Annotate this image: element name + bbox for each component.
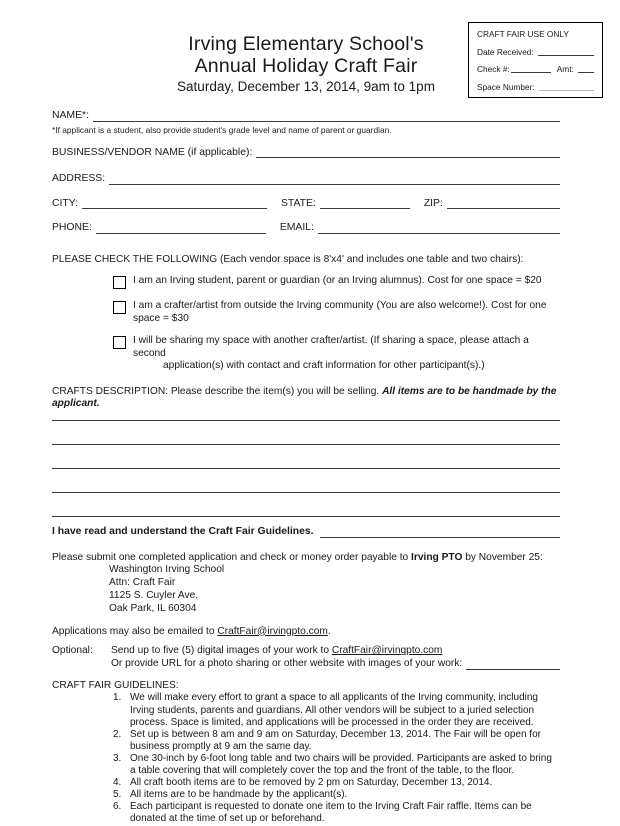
agreement-signature-blank[interactable] — [320, 527, 560, 538]
guideline-text: We will make every effort to grant a space to all applicants of the Irving community, including Irving students, parents and guardians. All other vendors will be subject to a juried selection process. Space is limited, and applications will be processed in the order they are received. — [130, 692, 538, 728]
phone-label: PHONE: — [52, 222, 92, 233]
amt-blank[interactable] — [578, 62, 594, 73]
optional-line2 — [111, 658, 560, 671]
guideline-item-1 — [113, 692, 560, 728]
optional-line1-text: Send up to five (5) digital images of your work to — [111, 645, 332, 657]
name-blank[interactable] — [93, 111, 560, 122]
email-submission-period: . — [327, 625, 331, 637]
event-date-line: Saturday, December 13, 2014, 9am to 1pm — [177, 79, 435, 94]
business-name-blank[interactable] — [256, 147, 560, 158]
guideline-item-3 — [113, 753, 560, 777]
name-footnote: *If applicant is a student, also provide student's grade level and name of parent or guardian. — [52, 124, 392, 135]
optional-body — [111, 645, 560, 671]
guideline-number: 1. — [113, 692, 122, 704]
crafts-line-5[interactable] — [52, 493, 560, 517]
business-name-row — [52, 147, 560, 160]
submission-text-after: by November 25: — [462, 551, 543, 563]
crafts-description-label: CRAFTS DESCRIPTION: Please describe the item(s) you will be selling. — [52, 385, 383, 397]
address-row — [52, 173, 560, 186]
page-title-line1: Irving Elementary School's — [188, 33, 424, 55]
option-outside-crafter-label — [133, 300, 547, 325]
zip-blank[interactable] — [447, 198, 560, 209]
option-sharing-space-label — [133, 335, 560, 373]
state-label: STATE: — [280, 197, 316, 209]
check-section-intro: PLEASE CHECK THE FOLLOWING (Each vendor space is 8'x4' and includes one table and two chairs): — [52, 253, 524, 265]
crafts-line-4[interactable] — [52, 469, 560, 493]
guideline-item-2 — [113, 729, 560, 753]
guideline-item-6 — [113, 801, 560, 825]
mailing-address-line4: Oak Park, IL 60304 — [109, 602, 197, 614]
space-number-row — [477, 80, 594, 92]
email-submission-line — [52, 626, 560, 639]
city-blank[interactable] — [82, 198, 267, 209]
business-name-label: BUSINESS/VENDOR NAME (if applicable): — [52, 146, 253, 158]
date-received-label: Date Received: — [477, 46, 534, 57]
office-box-title: CRAFT FAIR USE ONLY — [477, 29, 569, 39]
guideline-number: 4. — [113, 777, 122, 789]
guideline-text: One 30-inch by 6-foot long table and two chairs will be provided. Participants are asked to bring a table covering that will completely cover the top and the front of the table, to the floor. — [130, 752, 552, 777]
state-blank[interactable] — [320, 198, 410, 209]
email-submission-text: Applications may also be emailed to — [52, 625, 218, 637]
guideline-number: 3. — [113, 752, 122, 764]
optional-section — [52, 645, 560, 671]
guidelines-agreement-statement: I have read and understand the Craft Fair Guidelines. — [52, 526, 314, 538]
crafts-line-1[interactable] — [52, 411, 560, 421]
city-state-zip-row — [52, 198, 560, 211]
guideline-number: 5. — [113, 789, 122, 801]
submission-text-before: Please submit one completed application and check or money order payable to — [52, 551, 412, 563]
option-outside-crafter-line2: space = $30 — [133, 312, 189, 324]
guidelines-title: CRAFT FAIR GUIDELINES: — [52, 679, 179, 691]
option-sharing-space-line1: I will be sharing my space with another crafter/artist. (If sharing a space, please attach a second — [133, 335, 529, 359]
check-amt-row — [477, 62, 594, 74]
guideline-text: All items are to be handmade by the applicant(s). — [130, 789, 348, 801]
city-label: CITY: — [52, 197, 78, 209]
craftfair-email-link[interactable]: CraftFair@irvingpto.com — [217, 625, 328, 637]
page-title-line2: Annual Holiday Craft Fair — [194, 55, 418, 77]
name-row — [52, 110, 560, 123]
guideline-text: All craft booth items are to be removed by 2 pm on Saturday, December 13, 2014. — [130, 777, 493, 789]
office-use-only-box — [468, 22, 603, 98]
optional-line1 — [111, 645, 560, 658]
submission-instructions — [52, 552, 560, 616]
crafts-line-2[interactable] — [52, 421, 560, 445]
address-label: ADDRESS: — [52, 173, 106, 184]
crafts-line-3[interactable] — [52, 445, 560, 469]
check-number-label: Check #: — [477, 64, 510, 75]
option-sharing-space — [113, 335, 560, 373]
checkbox-outside-crafter[interactable] — [113, 301, 126, 314]
mailing-address — [109, 564, 560, 615]
crafts-description-prompt — [52, 386, 560, 412]
url-blank[interactable] — [466, 659, 560, 670]
guideline-number: 6. — [113, 801, 122, 813]
optional-email-link[interactable]: CraftFair@irvingpto.com — [331, 645, 443, 657]
phone-blank[interactable] — [96, 223, 266, 234]
handmade-emphasis: All items are to be handmade by the applicant. — [52, 385, 557, 410]
phone-email-row — [52, 222, 560, 235]
guidelines-agreement-row — [52, 526, 560, 539]
guideline-item-4 — [113, 777, 560, 789]
option-outside-crafter-line1: I am a crafter/artist from outside the Irving community (You are also welcome!). Cost for one — [133, 300, 547, 311]
option-irving-student — [113, 275, 560, 289]
option-irving-student-label: I am an Irving student, parent or guardian (or an Irving alumnus). Cost for one space = $20 — [133, 275, 542, 286]
option-sharing-space-line2: application(s) with contact and craft information for other participant(s).) — [163, 360, 485, 371]
zip-label: ZIP: — [423, 197, 443, 209]
mailing-address-line1: Washington Irving School — [109, 564, 225, 576]
mailing-address-line2: Attn: Craft Fair — [109, 577, 176, 589]
checkbox-sharing-space[interactable] — [113, 336, 126, 349]
date-received-blank[interactable] — [538, 45, 594, 56]
option-outside-crafter — [113, 300, 560, 325]
name-label: NAME*: — [52, 110, 89, 121]
address-blank[interactable] — [109, 174, 560, 185]
optional-label: Optional: — [52, 645, 93, 657]
space-number-blank[interactable] — [539, 80, 594, 91]
guideline-text: Each participant is requested to donate one item to the Irving Craft Fair raffle. Items can be donated at the time of set up or beforehand. — [130, 801, 532, 825]
space-number-label: Space Number: — [477, 81, 535, 92]
email-label: EMAIL: — [279, 222, 314, 233]
optional-line2-text: Or provide URL for a photo sharing or other website with images of your work: — [111, 658, 463, 670]
guidelines-list — [113, 692, 560, 825]
payee-name: Irving PTO — [411, 551, 463, 563]
guideline-item-5 — [113, 789, 560, 801]
email-blank[interactable] — [318, 223, 560, 234]
date-received-row — [477, 45, 594, 57]
checkbox-irving-student[interactable] — [113, 276, 126, 289]
guideline-number: 2. — [113, 728, 122, 740]
check-number-blank[interactable] — [511, 62, 551, 73]
mailing-address-line3: 1125 S. Cuyler Ave. — [109, 589, 199, 601]
guideline-text: Set up is between 8 am and 9 am on Saturday, December 13, 2014. The Fair will be open for business promptly at 9 am the same day. — [130, 728, 541, 752]
amt-label: Amt: — [556, 64, 574, 75]
